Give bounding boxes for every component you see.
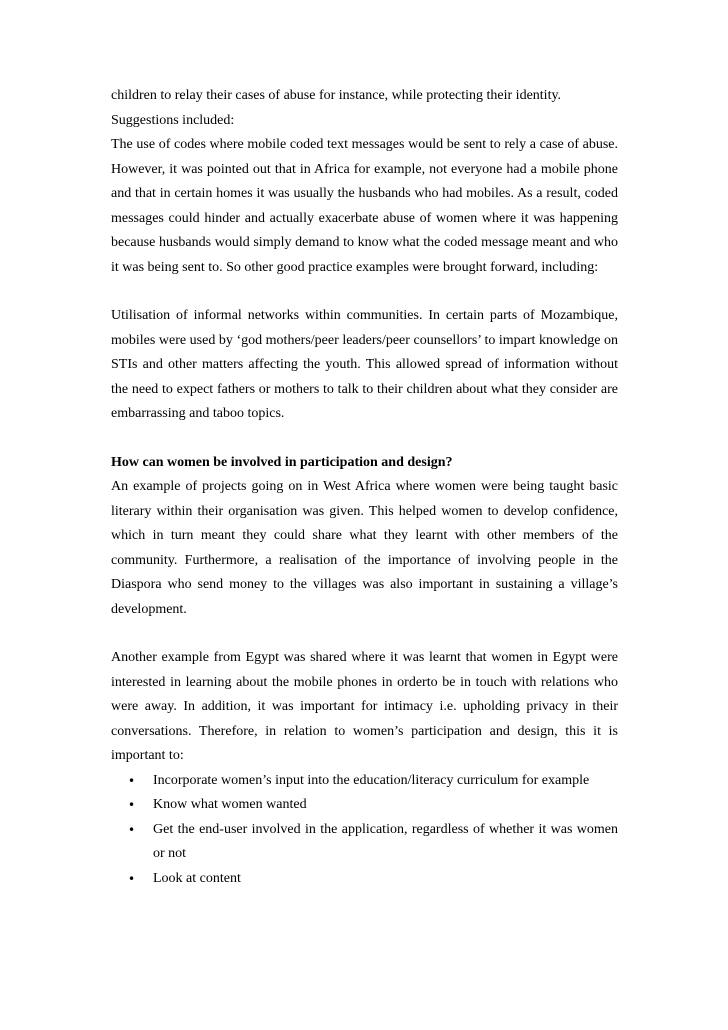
section-heading: How can women be involved in participation and design? [111,454,453,470]
paragraph-spacer [111,427,618,451]
paragraph-west-africa: An example of projects going on in West Africa where women were being taught basic literary within their organisation was given. This helped women to develop confidence, which in turn meant they could share what they learnt with other members of the community. Furthermore, a realisation of the importance of involving people in the Diaspora who send money to the villages was also important in sustaining a village’s development. [111,479,618,617]
list-item-text: Look at content [153,870,241,886]
paragraph-spacer [111,622,618,646]
bullet-icon: • [128,871,136,886]
paragraph-coded-messages: The use of codes where mobile coded text messages would be sent to rely a case of abuse. However, it was pointed out that in Africa for example, not everyone had a mobile phone and that in certain homes it was usually the husbands who had mobiles. As a result, coded messages could hinder and actually exacerbate abuse of women where it was happening because husbands would simply demand to know what the coded message meant and who it was being sent to. So other good practice examples were brought forward, including: [111,137,618,275]
list-item [111,867,618,892]
list-item-text: Know what women wanted [153,797,307,812]
bullet-icon: • [128,773,136,788]
list-item [111,769,618,794]
paragraph-suggestions-intro: Suggestions included: [111,112,235,128]
document-body [111,84,618,891]
bullet-icon: • [128,822,136,837]
bullet-list [111,769,618,892]
paragraph-spacer [111,280,618,304]
bullet-icon: • [128,798,136,812]
list-item-text: Get the end-user involved in the application, regardless of whether it was women or not [153,821,618,861]
list-item [111,818,618,867]
list-item [111,793,618,818]
list-item-text: Incorporate women’s input into the education/literacy curriculum for example [153,772,590,788]
paragraph-egypt: Another example from Egypt was shared where it was learnt that women in Egypt were interested in learning about the mobile phones in orderto be in touch with relations who were away. In addition, it was important for intimacy i.e. upholding privacy in their conversations. Therefore, in relation to women’s participation and design, this it is important to: [111,650,618,763]
paragraph-informal-networks: Utilisation of informal networks within communities. In certain parts of Mozambique, mobiles were used by ‘god mothers/peer leaders/peer counsellors’ to impart knowledge on STIs and other matters affecting the youth. This allowed spread of information without the need to expect fathers or mothers to talk to their children about what they consider are embarrassing and taboo topics. [111,308,618,421]
paragraph-continuation: children to relay their cases of abuse for instance, while protecting their identity. [111,88,562,103]
